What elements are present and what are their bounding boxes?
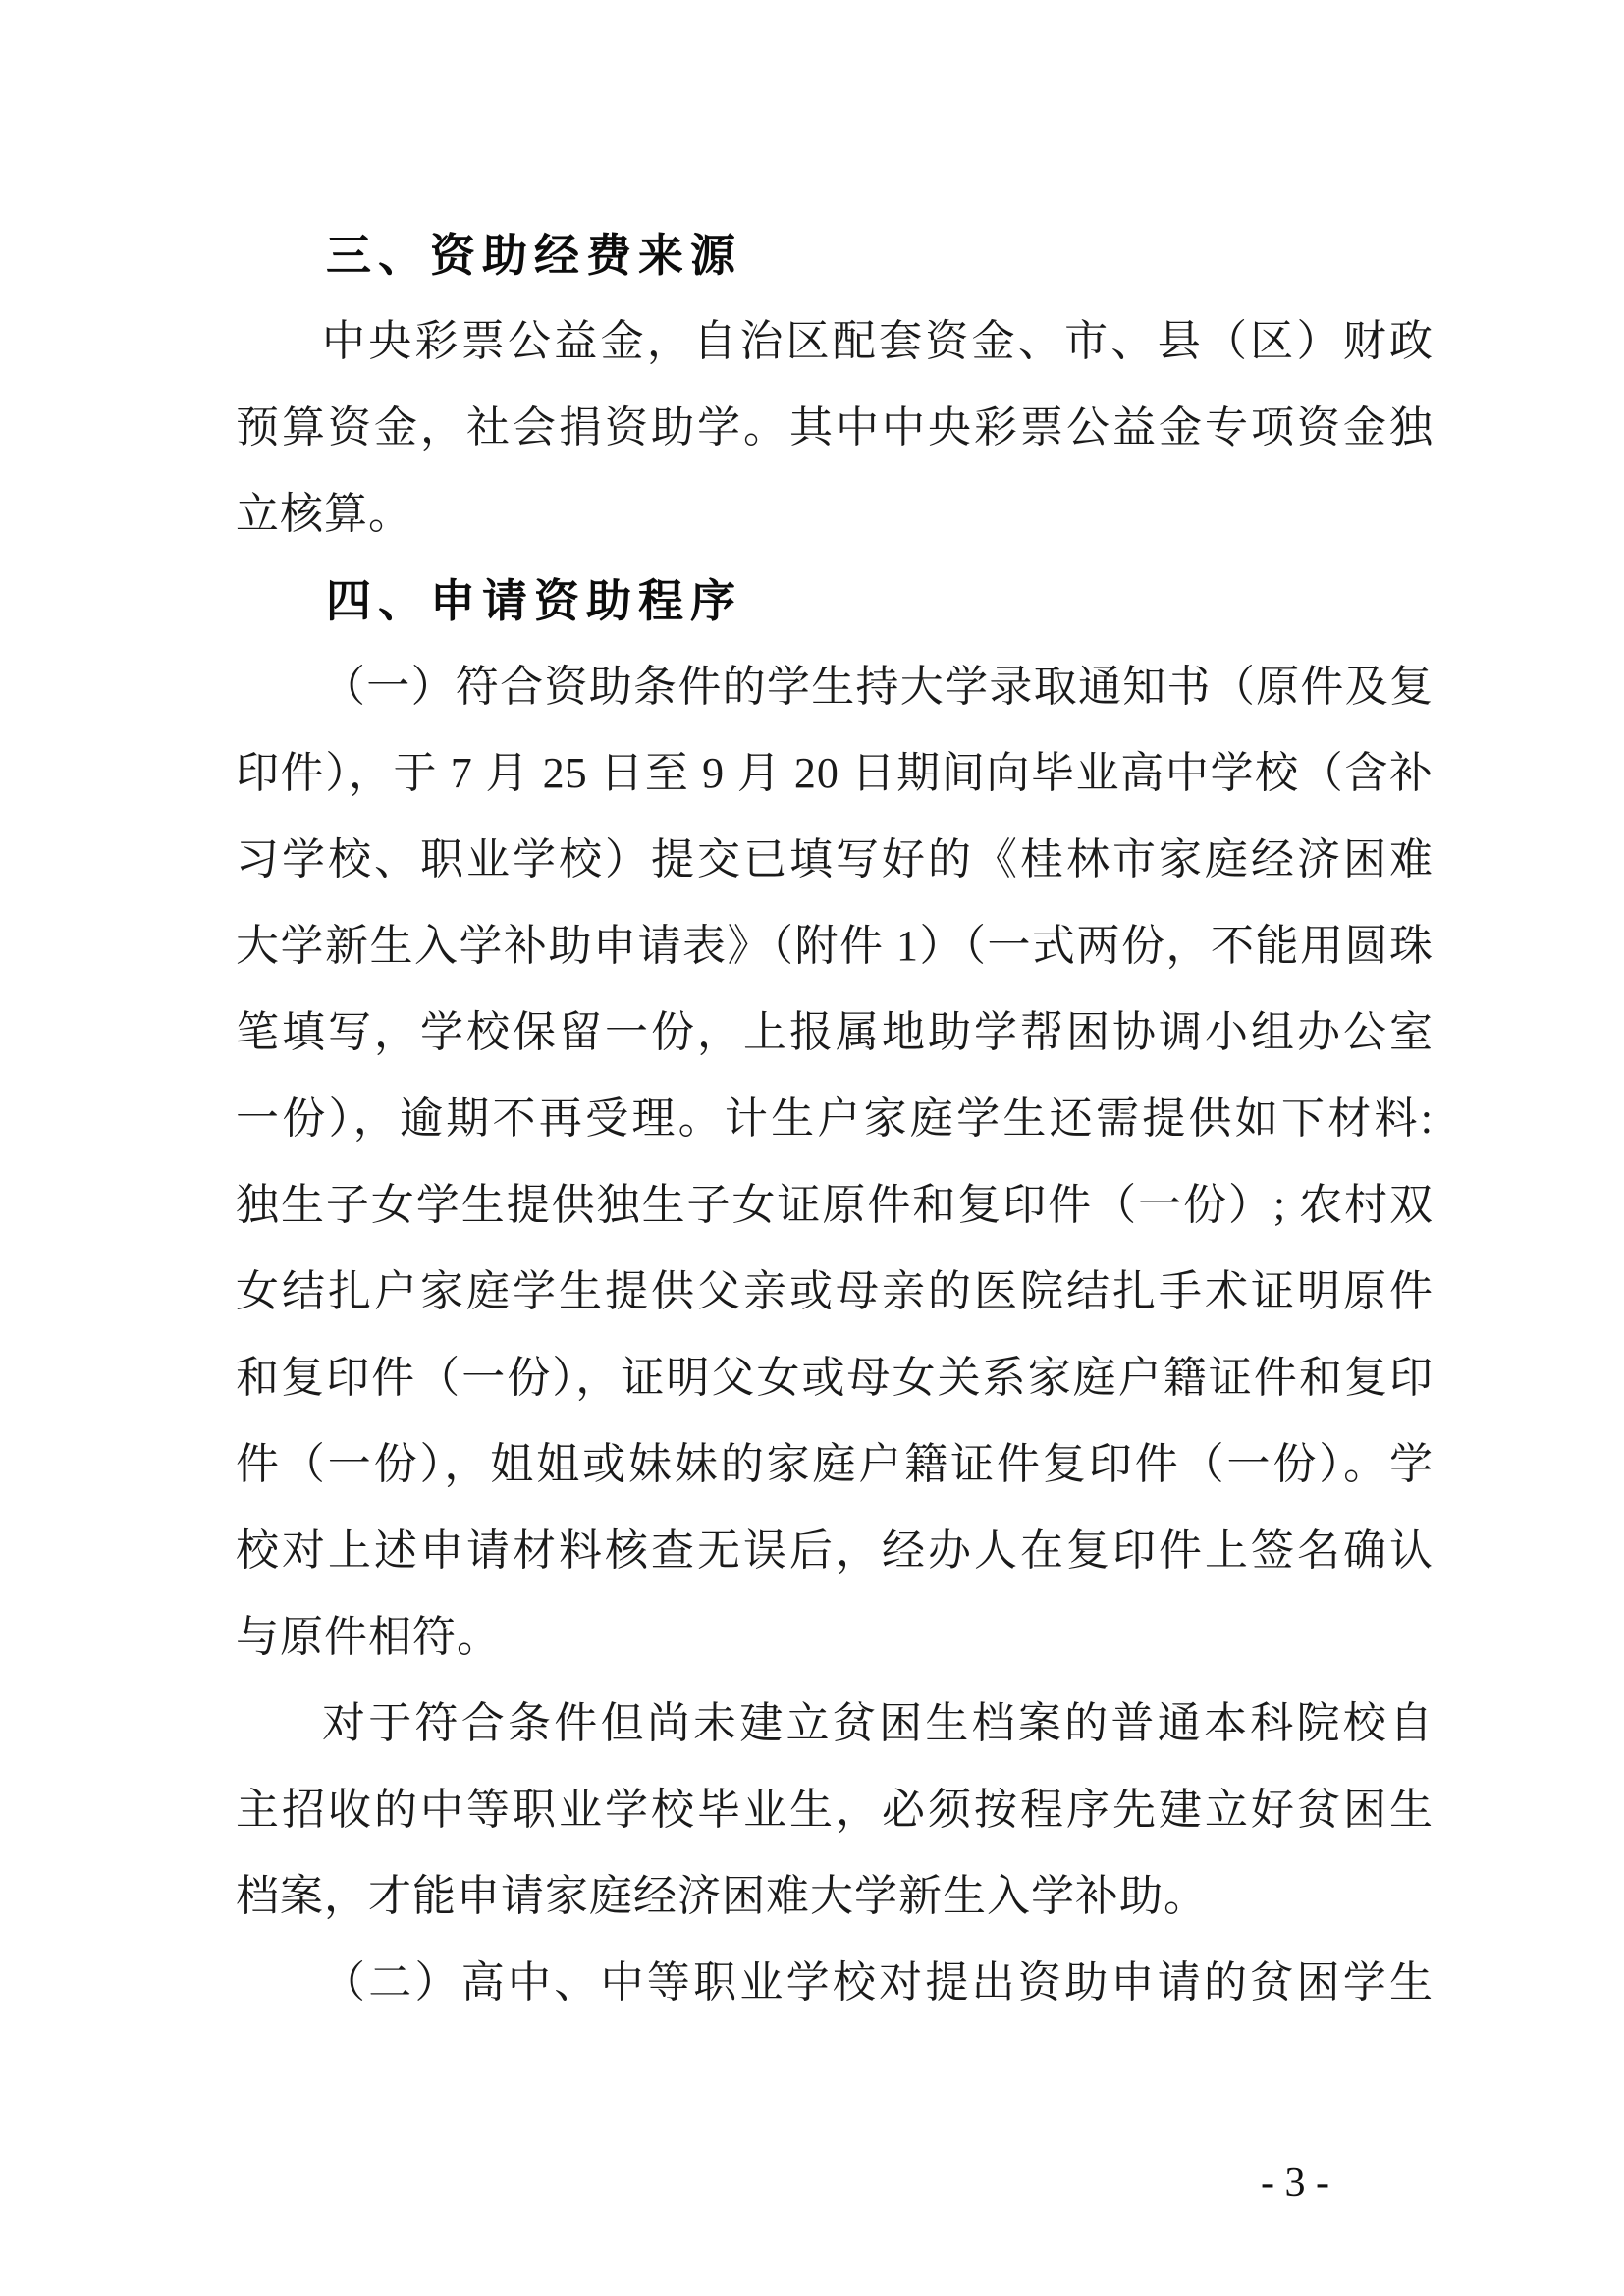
document-line: 档案，才能申请家庭经济困难大学新生入学补助。 — [236, 1872, 1208, 1920]
document-line: 与原件相符。 — [236, 1613, 501, 1661]
document-line: 对于符合条件但尚未建立贫困生档案的普通本科院校自 — [322, 1699, 1434, 1747]
document-line: 印件），于 7 月 25 日至 9 月 20 日期间向毕业高中学校（含补 — [236, 749, 1434, 797]
document-line: 校对上述申请材料核查无误后，经办人在复印件上签名确认 — [236, 1526, 1434, 1575]
page-number: - 3 - — [1261, 2161, 1329, 2206]
document-line: 一份），逾期不再受理。计生户家庭学生还需提供如下材料: — [236, 1095, 1434, 1143]
document-body — [236, 212, 1434, 2026]
section-heading: 四、申请资助程序 — [326, 575, 742, 626]
section-heading: 三、资助经费来源 — [326, 230, 742, 281]
document-line: 习学校、职业学校）提交已填写好的《桂林市家庭经济困难 — [236, 835, 1434, 883]
document-line: 主招收的中等职业学校毕业生，必须按程序先建立好贫困生 — [236, 1786, 1434, 1834]
document-line: 大学新生入学补助申请表》（附件 1）（一式两份，不能用圆珠 — [236, 922, 1434, 970]
document-line: 独生子女学生提供独生子女证原件和复印件（一份）; 农村双 — [236, 1181, 1434, 1229]
document-line: 件（一份），姐姐或妹妹的家庭户籍证件复印件（一份）。学 — [236, 1440, 1434, 1488]
document-line: 笔填写，学校保留一份，上报属地助学帮困协调小组办公室 — [236, 1008, 1434, 1056]
document-line: 和复印件（一份），证明父女或母女关系家庭户籍证件和复印 — [236, 1354, 1434, 1402]
document-line: 预算资金，社会捐资助学。其中中央彩票公益金专项资金独 — [236, 403, 1434, 452]
document-line: 立核算。 — [236, 490, 412, 538]
document-line: 女结扎户家庭学生提供父亲或母亲的医院结扎手术证明原件 — [236, 1267, 1434, 1315]
document-line: 中央彩票公益金，自治区配套资金、市、县（区）财政 — [322, 317, 1434, 365]
document-line: （二）高中、中等职业学校对提出资助申请的贫困学生 — [322, 1958, 1434, 2006]
document-line: （一）符合资助条件的学生持大学录取通知书（原件及复 — [322, 663, 1434, 711]
